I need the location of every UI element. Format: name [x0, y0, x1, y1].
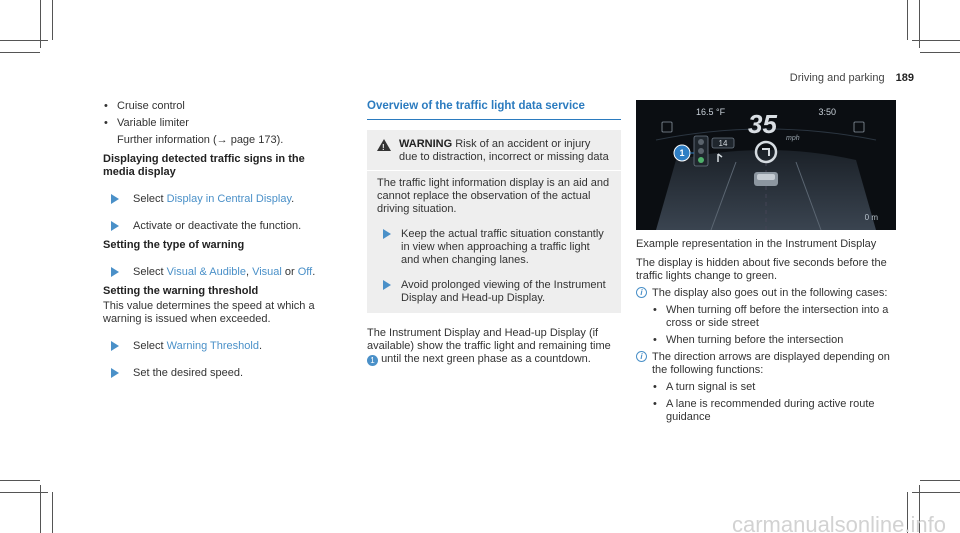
- crop-mark: [920, 480, 960, 481]
- traffic-light-description: The Instrument Display and Head-up Display (if available) show the traffic light and remaining time 1 until the next green phase as a countdown.: [367, 327, 611, 365]
- list-item: • Variable limiter: [103, 117, 333, 130]
- crop-mark: [0, 40, 48, 41]
- warning-step: Keep the actual traffic situation constantly in view when approaching a traffic light and when changing lanes.: [377, 228, 611, 267]
- crop-mark: [52, 0, 53, 40]
- info-icon: i: [636, 351, 647, 362]
- list-item: • A turn signal is set: [652, 381, 896, 394]
- step-select-warning-type: Select Visual & Audible, Visual or Off.: [103, 266, 333, 279]
- callout-number: 1: [679, 148, 685, 158]
- list-item: • When turning before the intersection: [652, 334, 896, 347]
- column-1: [103, 100, 333, 386]
- heading-warning-type: Setting the type of warning: [103, 239, 245, 251]
- visual-link[interactable]: Visual: [252, 266, 282, 278]
- info-note: i The display also goes out in the following cases:: [636, 287, 896, 300]
- watermark: carmanualsonline.info: [731, 512, 946, 533]
- column-3: [636, 100, 896, 428]
- crop-mark: [912, 40, 960, 41]
- further-info: Further information (→ page 173).: [117, 134, 284, 146]
- warning-label: WARNING: [399, 138, 453, 150]
- arrow-icon: [111, 221, 119, 231]
- list-item: • Cruise control: [103, 100, 333, 113]
- step-activate: Activate or deactivate the function.: [103, 220, 333, 233]
- speed-unit: mph: [786, 135, 800, 142]
- warning-icon: [377, 139, 391, 151]
- list-item: • A lane is recommended during active route guidance: [652, 398, 896, 424]
- arrow-icon: [111, 194, 119, 204]
- display-in-central-display-link[interactable]: Display in Central Display: [166, 193, 292, 205]
- arrow-icon: [111, 341, 119, 351]
- section-name: Driving and parking: [789, 72, 885, 84]
- callout-badge: 1: [367, 355, 378, 366]
- warning-body: [367, 171, 621, 313]
- crop-mark: [907, 0, 908, 40]
- arrow-icon: [383, 280, 391, 290]
- column-2: [367, 100, 621, 370]
- section-title: Overview of the traffic light data service: [367, 100, 621, 120]
- crop-mark: [0, 52, 40, 53]
- page-header: [790, 72, 914, 85]
- warning-text: Risk of an accident or injury due to distraction, incorrect or missing data: [399, 138, 609, 163]
- speed-readout: 35: [748, 109, 777, 139]
- warning-step: Avoid prolonged viewing of the Instrument Display and Head-up Display.: [377, 279, 611, 305]
- temperature-readout: 16.5 °F: [696, 107, 726, 117]
- heading-warning-threshold: Setting the warning threshold: [103, 285, 259, 297]
- off-link[interactable]: Off: [297, 266, 313, 278]
- display-hidden-note: The display is hidden about five seconds before the traffic lights change to green.: [636, 257, 887, 282]
- distance-readout: 0 m: [864, 213, 878, 222]
- warning-threshold-link[interactable]: Warning Threshold: [166, 340, 259, 352]
- warning-description: The traffic light information display is an aid and cannot replace the observation of the actual driving situation.: [377, 177, 610, 215]
- crop-mark: [920, 52, 960, 53]
- crop-mark: [912, 492, 960, 493]
- visual-audible-link[interactable]: Visual & Audible: [166, 266, 246, 278]
- instrument-display-image: [636, 100, 896, 230]
- crop-mark: [0, 480, 40, 481]
- warning-header: [367, 130, 621, 171]
- info-icon: i: [636, 287, 647, 298]
- step-select-threshold: Select Warning Threshold.: [103, 340, 333, 353]
- info-note: i The direction arrows are displayed depending on the following functions:: [636, 351, 896, 377]
- crop-mark: [0, 492, 48, 493]
- arrow-icon: [383, 229, 391, 239]
- clock-readout: 3:50: [818, 107, 836, 117]
- list-item: • When turning off before the intersection into a cross or side street: [652, 304, 896, 330]
- step-set-speed: Set the desired speed.: [103, 367, 333, 380]
- countdown-value: 14: [718, 139, 728, 148]
- arrow-icon: [111, 368, 119, 378]
- threshold-description: This value determines the speed at which a warning is issued when exceeded.: [103, 300, 315, 325]
- page-number: 189: [895, 72, 914, 84]
- crop-mark: [52, 492, 53, 533]
- step-select-display: Select Display in Central Display.: [103, 193, 333, 206]
- heading-traffic-signs: Displaying detected traffic signs in the media display: [103, 153, 305, 178]
- warning-box: [367, 130, 621, 313]
- arrow-icon: [111, 267, 119, 277]
- image-caption: Example representation in the Instrument Display: [636, 238, 877, 250]
